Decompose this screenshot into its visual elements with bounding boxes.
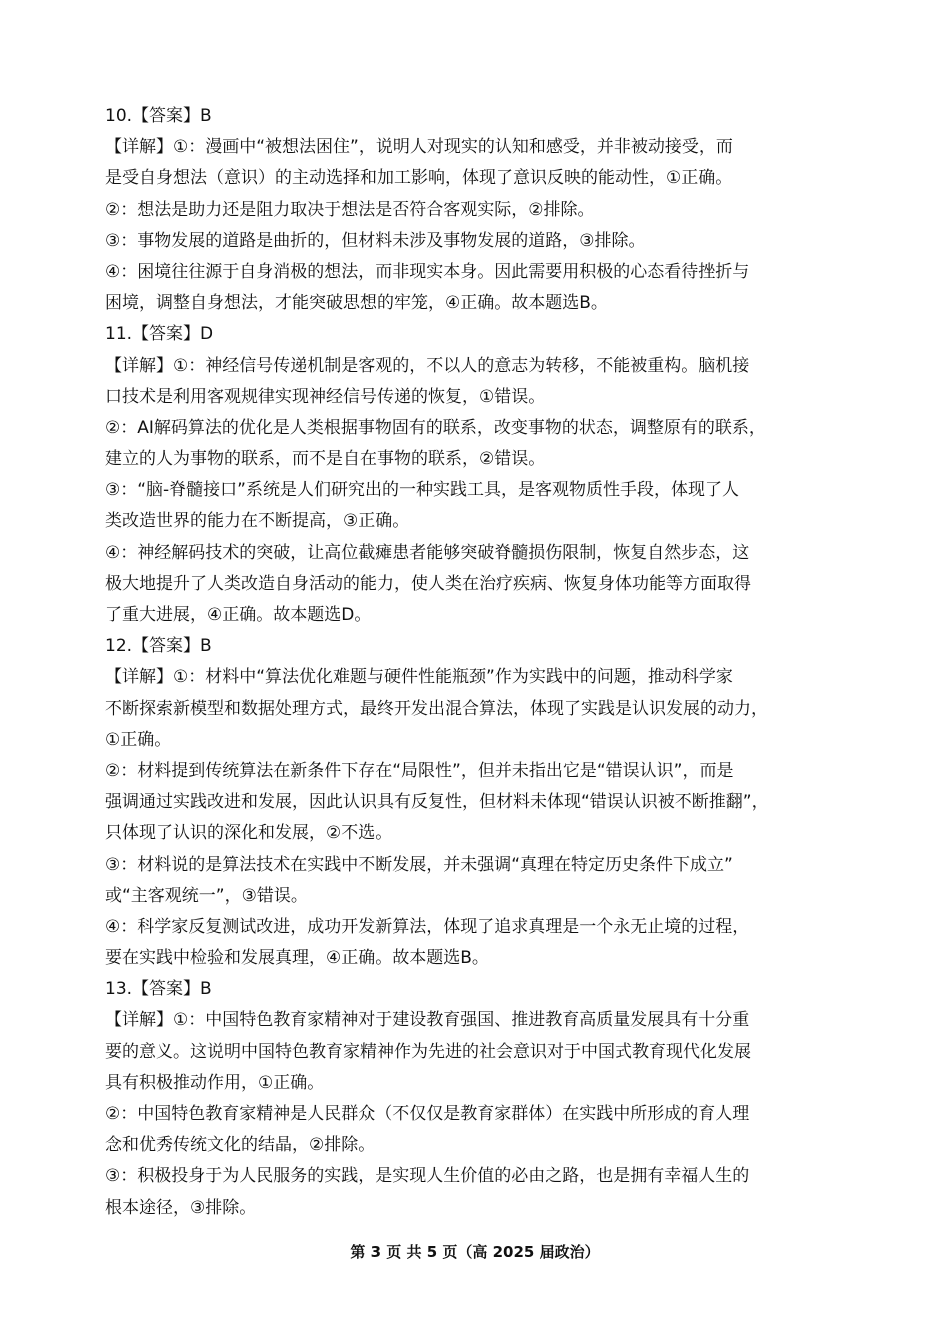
page-footer: 第 3 页 共 5 页（高 2025 届政治）: [350, 1243, 600, 1261]
text-line: 建立的人为事物的联系，而不是自在事物的联系，②错误。: [105, 449, 546, 470]
q10-answer-heading: 10.【答案】B: [105, 106, 212, 126]
text-line: ③：“脑-脊髓接口”系统是人们研究出的一种实践工具，是客观物质性手段，体现了人: [105, 480, 739, 501]
text-line: 极大地提升了人类改造自身活动的能力，使人类在治疗疾病、恢复身体功能等方面取得: [105, 573, 751, 594]
text-line: 类改造世界的能力在不断提高，③正确。: [105, 511, 410, 532]
text-line: ④：科学家反复测试改进，成功开发新算法，体现了追求真理是一个永无止境的过程，: [105, 916, 750, 937]
text-line: 【详解】①：漫画中“被想法困住”，说明人对现实的认知和感受，并非被动接受，而: [105, 137, 733, 158]
text-line: 要在实践中检验和发展真理，④正确。故本题选B。: [105, 948, 489, 969]
text-line: 口技术是利用客观规律实现神经信号传递的恢复，①错误。: [105, 386, 546, 407]
q12-answer-heading: 12.【答案】B: [105, 636, 212, 657]
text-line: 不断探索新模型和数据处理方式，最终开发出混合算法，体现了实践是认识发展的动力，: [105, 698, 768, 719]
text-line: 具有积极推动作用，①正确。: [105, 1072, 325, 1093]
text-line: 困境，调整自身想法，才能突破思想的牢笼，④正确。故本题选B。: [105, 293, 608, 314]
text-line: ③：积极投身于为人民服务的实践，是实现人生价值的必由之路，也是拥有幸福人生的: [105, 1166, 750, 1187]
text-line: ②：中国特色教育家精神是人民群众（不仅仅是教育家群体）在实践中所形成的育人理: [105, 1104, 750, 1124]
text-line: ②：AI解码算法的优化是人类根据事物固有的联系，改变事物的状态，调整原有的联系，: [105, 417, 766, 438]
answer-explanations: [105, 101, 830, 1224]
text-line: ④：困境往往源于自身消极的想法，而非现实本身。因此需要用积极的心态看待挫折与: [105, 261, 750, 282]
text-line: ②：想法是助力还是阻力取决于想法是否符合客观实际，②排除。: [105, 199, 595, 220]
text-line: 【详解】①：中国特色教育家精神对于建设教育强国、推进教育高质量发展具有十分重: [105, 1010, 750, 1031]
text-line: ①正确。: [105, 729, 172, 750]
text-line: 根本途径，③排除。: [105, 1197, 257, 1218]
q13-answer-heading: 13.【答案】B: [105, 979, 212, 1000]
text-line: 是受自身想法（意识）的主动选择和加工影响，体现了意识反映的能动性，①正确。: [105, 168, 733, 189]
text-line: ②：材料提到传统算法在新条件下存在“局限性”，但并未指出它是“错误认识”，而是: [105, 760, 734, 781]
text-line: 只体现了认识的深化和发展，②不选。: [105, 823, 393, 844]
text-line: ③：事物发展的道路是曲折的，但材料未涉及事物发展的道路，③排除。: [105, 230, 646, 251]
text-line: 强调通过实践改进和发展，因此认识具有反复性，但材料未体现“错误认识被不断推翻”，: [105, 792, 769, 813]
text-line: 要的意义。这说明中国特色教育家精神作为先进的社会意识对于中国式教育现代化发展: [105, 1041, 751, 1062]
text-line: 【详解】①：神经信号传递机制是客观的，不以人的意志为转移，不能被重构。脑机接: [105, 355, 750, 376]
q11-answer-heading: 11.【答案】D: [105, 324, 214, 345]
text-line: ④：神经解码技术的突破，让高位截瘫患者能够突破脊髓损伤限制，恢复自然步态，这: [105, 542, 750, 563]
text-line: ③：材料说的是算法技术在实践中不断发展，并未强调“真理在特定历史条件下成立”: [105, 854, 733, 875]
text-line: 【详解】①：材料中“算法优化难题与硬件性能瓶颈”作为实践中的问题，推动科学家: [105, 667, 733, 688]
text-line: 念和优秀传统文化的结晶，②排除。: [105, 1135, 376, 1156]
text-line: 或“主客观统一”，③错误。: [105, 885, 308, 906]
text-line: 了重大进展，④正确。故本题选D。: [105, 605, 372, 625]
